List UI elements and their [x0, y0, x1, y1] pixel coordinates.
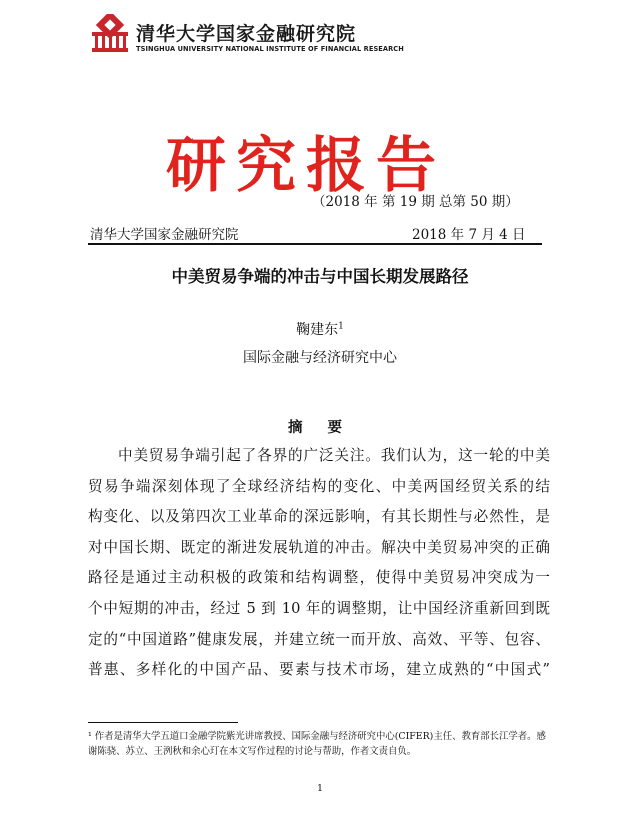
abstract-line: 中美贸易争端引起了各界的广泛关注。我们认为，这一轮的中美 [118, 447, 550, 464]
abstract-line: 普惠、多样化的中国产品、要素与技术市场，建立成熟的“中国式” [88, 661, 550, 679]
abstract-line: 定的“中国道路”健康发展，并建立统一而开放、高效、平等、包容、 [88, 630, 550, 648]
author [0, 319, 640, 339]
paper-title: 中美贸易争端的冲击与中国长期发展路径 [171, 267, 469, 286]
footnote-marker[interactable]: 1 [338, 321, 344, 332]
report-title: 研究报告 [166, 131, 446, 201]
abstract-line: 贸易争端深刻体现了全球经济结构的变化、中美两国经贸关系的结 [88, 477, 550, 495]
issue-number: （2018 年 第 19 期 总第 50 期） [312, 194, 519, 210]
institute-logo-icon [92, 14, 128, 52]
page-number: 1 [316, 783, 324, 794]
footnote-line: 谢陈骁、苏立、王洌秋和余心玎在本文写作过程的讨论与帮助，作者文责自负。 [88, 746, 417, 757]
footnote-line: ¹ 作者是清华大学五道口金融学院紫光讲席教授、国际金融与经济研究中心(CIFER)主任、教育部长江学者。感 [88, 731, 546, 742]
affiliation: 国际金融与经济研究中心 [243, 350, 397, 366]
abstract-line: 个中短期的冲击，经过 5 到 10 年的调整期，让中国经济重新回到既 [88, 599, 550, 617]
footnote [88, 729, 548, 759]
abstract-line: 路径是通过主动积极的政策和结构调整，使得中美贸易冲突成为一 [88, 569, 550, 587]
abstract-line: 构变化、以及第四次工业革命的深远影响，有其长期性与必然性，是 [88, 508, 550, 526]
author-name: 鞠建东 [296, 322, 339, 338]
logo-chinese-name: 清华大学国家金融研究院 [136, 23, 357, 45]
footnote-divider [88, 722, 238, 723]
report-date: 2018 年 7 月 4 日 [412, 227, 526, 243]
abstract-line: 对中国长期、既定的渐进发展轨道的冲击。解决中美贸易冲突的正确 [88, 538, 550, 556]
organization-name: 清华大学国家金融研究院 [90, 227, 239, 243]
header-divider [88, 243, 542, 245]
abstract-body [88, 441, 550, 686]
logo-english-name: TSINGHUA UNIVERSITY NATIONAL INSTITUTE OF FINANCIAL RESEARCH [136, 45, 404, 53]
abstract-heading: 摘 要 [287, 420, 353, 436]
